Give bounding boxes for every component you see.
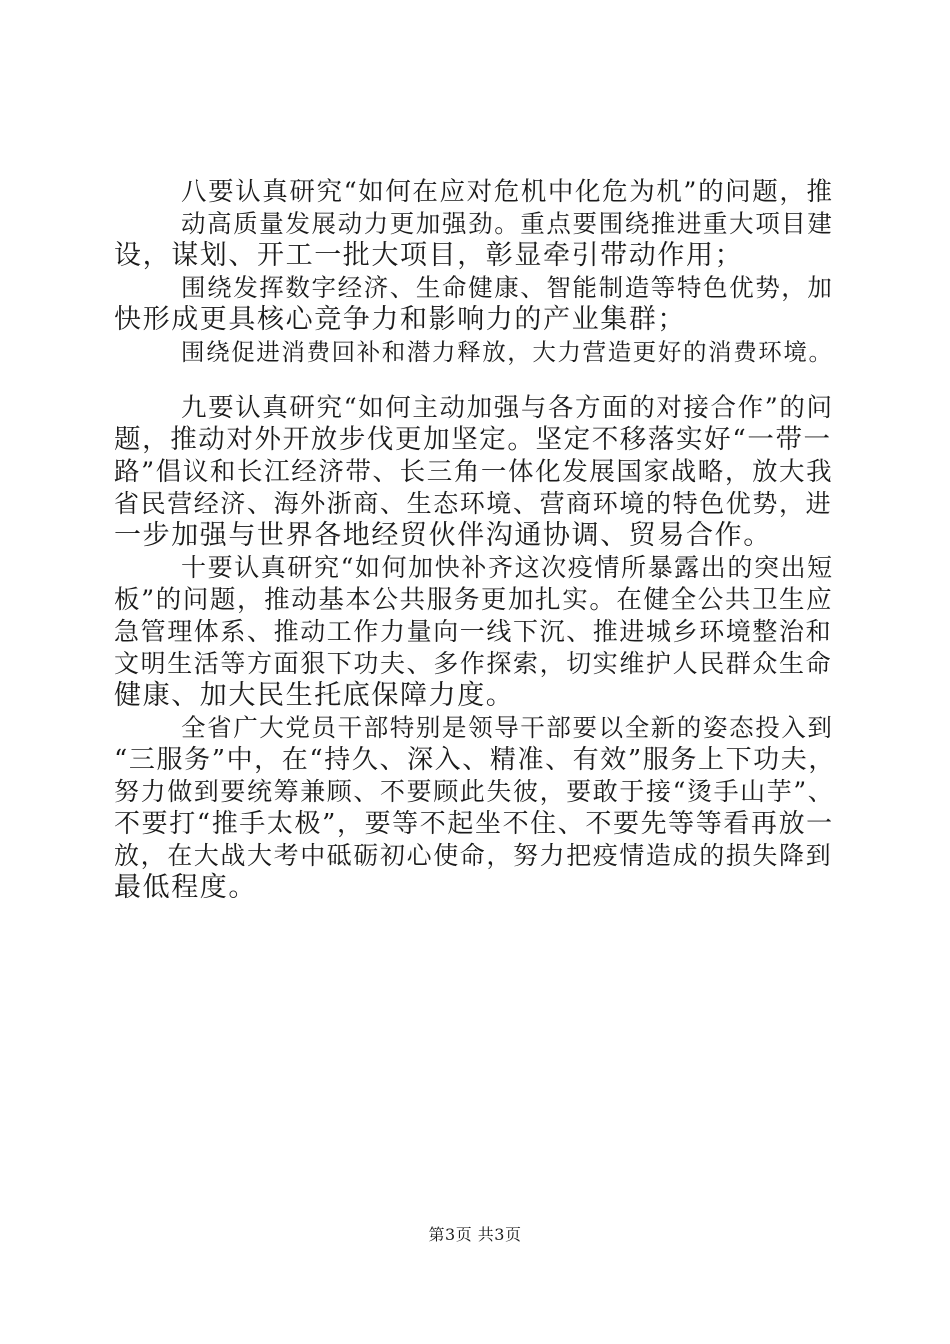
- text-line: 九要认真研究“如何主动加强与各方面的对接合作”的问: [181, 393, 834, 423]
- text-line: 最低程度。: [114, 872, 257, 903]
- text-line: 文明生活等方面狠下功夫、多作探索，切实维护人民群众生命: [114, 649, 833, 678]
- text-line: 板”的问题，推动基本公共服务更加扎实。在健全公共卫生应: [114, 585, 834, 615]
- text-line: 努力做到要统筹兼顾、不要顾此失彼，要敢于接“烫手山芋”、: [114, 777, 835, 806]
- text-line: 放，在大战大考中砥砺初心使命，努力把疫情造成的损失降到: [114, 841, 833, 870]
- text-line: 一步加强与世界各地经贸伙伴沟通协调、贸易合作。: [114, 520, 772, 551]
- text-line: 题，推动对外开放步伐更加坚定。坚定不移落实好“一带一: [114, 424, 832, 455]
- text-line: 路”倡议和长江经济带、长三角一体化发展国家战略，放大我: [114, 457, 834, 487]
- text-line: 快形成更具核心竞争力和影响力的产业集群；: [114, 304, 686, 335]
- text-line: 八要认真研究“如何在应对危机中化危为机”的问题，推: [181, 177, 834, 207]
- text-line: 急管理体系、推动工作力量向一线下沉、推进城乡环境整治和: [114, 617, 833, 646]
- text-line: 围绕促进消费回补和潜力释放，大力营造更好的消费环境。: [181, 338, 834, 366]
- text-line: 全省广大党员干部特别是领导干部要以全新的姿态投入到: [181, 713, 834, 742]
- text-line: 设，谋划、开工一批大项目，彰显牵引带动作用；: [114, 240, 744, 271]
- text-line: 围绕发挥数字经济、生命健康、智能制造等特色优势，加: [181, 273, 834, 302]
- text-line: 不要打“推手太极”，要等不起坐不住、不要先等等看再放一: [114, 809, 834, 839]
- text-line: 动高质量发展动力更加强劲。重点要围绕推进重大项目建: [181, 209, 834, 238]
- text-line: 健康、加大民生托底保障力度。: [114, 680, 515, 711]
- text-line: “三服务”中，在“持久、深入、精准、有效”服务上下功夫，: [114, 745, 836, 775]
- text-line: 十要认真研究“如何加快补齐这次疫情所暴露出的突出短: [181, 553, 834, 582]
- page-number-footer: 第3页 共3页: [428, 1225, 522, 1244]
- text-line: 省民营经济、海外浙商、生态环境、营商环境的特色优势，进: [114, 489, 833, 518]
